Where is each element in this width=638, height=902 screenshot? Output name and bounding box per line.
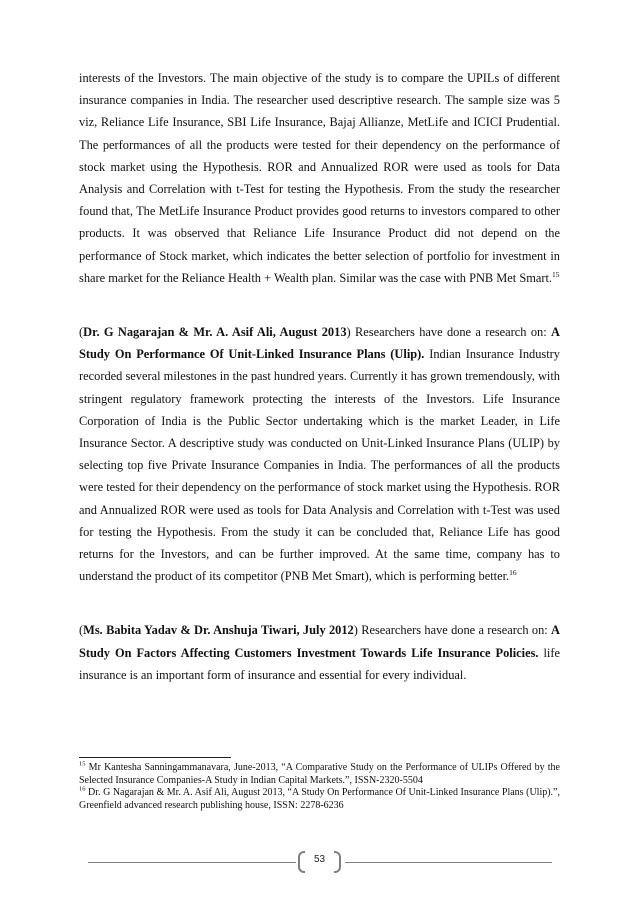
page-number-bracket-right: [334, 851, 341, 873]
footnote-number: 15: [79, 760, 86, 768]
footnote-text: Mr Kantesha Sanningammanavara, June-2013, “A Comparative Study on the Performance of ULIPs Offered by the Selected Insurance Companies-A Study in Indian Capital Markets.”, ISSN-2320-5504: [79, 762, 560, 786]
paragraph-1-text: interests of the Investors. The main objective of the study is to compare the UPILs of different insurance companies in India. The researcher used descriptive research. The sample size was 5 viz, Reliance Life Insurance, SBI Life Insurance, Bajaj Allianze, MetLife and ICICI Prudential. The performances of all the products were tested for their dependency on the performance of stock market using the Hypothesis. ROR and Annualized ROR were used as tools for Data Analysis and Correlation with t-Test for testing the Hypothesis. From the study the researcher found that, The MetLife Insurance Product provides good returns to investors compared to other products. It was observed that Reliance Life Insurance Product did not depend on the performance of Stock market, which indicates the better selection of portfolio for investment in share market for the Reliance Health + Wealth plan. Similar was the case with PNB Met Smart.: [79, 71, 560, 285]
footer-rule-left: [88, 862, 296, 863]
paragraph-2-body: Indian Insurance Industry recorded several milestones in the past hundred years. Currently it has grown tremendously, with stringent regulatory framework protecting the interests of the Investors. Life Insurance Corporation of India is the Public Sector undertaking which is the market Leader, in Life Insurance Sector. A descriptive study was conducted on Unit-Linked Insurance Plans (ULIP) by selecting top five Private Insurance Companies in India. The performances of all the products were tested for their dependency on the performance of stock market using the Hypothesis. ROR and Annualized ROR were used as tools for Data Analysis and Correlation with t-Test was used for testing the Hypothesis. From the study it can be concluded that, Reliance Life has good returns for the Investors, and can be further improved. At the same time, company has to understand the product of its competitor (PNB Met Smart), which is performing better.: [79, 347, 561, 584]
paragraph-3-open: (: [79, 623, 84, 638]
footnote-number: 16: [79, 785, 86, 793]
footnote-separator: [79, 757, 231, 758]
page-number: 53: [313, 854, 326, 865]
paragraph-spacer: [79, 289, 560, 321]
paragraph-3-authors: Ms. Babita Yadav & Dr. Anshuja Tiwari, July 2012: [83, 623, 354, 638]
body-text: [79, 67, 560, 686]
paragraph-2-open: (: [79, 325, 84, 340]
paragraph-2-authors: Dr. G Nagarajan & Mr. A. Asif Ali, August 2013: [83, 325, 347, 340]
paragraph-1: [79, 67, 560, 289]
page-number-bracket-left: [298, 851, 305, 873]
paragraph-2-intro: ) Researchers have done a research on:: [346, 325, 552, 340]
footnote-ref-16[interactable]: 16: [509, 568, 517, 578]
paragraph-2-study-title: A Study On Performance Of Unit-Linked Insurance Plans (Ulip).: [79, 325, 560, 362]
footnote-15: [79, 762, 560, 787]
paragraph-3-intro: ) Researchers have done a research on:: [353, 623, 552, 638]
paragraph-3-body: life insurance is an important form of insurance and essential for every individual.: [79, 645, 561, 682]
footnote-16: [79, 787, 560, 812]
paragraph-2: [79, 321, 560, 587]
footnotes: [79, 762, 560, 812]
paragraph-3-study-title: A Study On Factors Affecting Customers Investment Towards Life Insurance Policies.: [79, 623, 560, 660]
footer-rule-right: [345, 862, 552, 863]
footnote-text: Dr. G Nagarajan & Mr. A. Asif Ali, August 2013, “A Study On Performance Of Unit-Linked Insurance Plans (Ulip).”, Greenfield advanced research publishing house, ISSN: 2278-6236: [79, 787, 560, 811]
footnote-ref-15[interactable]: 15: [552, 269, 560, 279]
paragraph-spacer: [79, 587, 560, 619]
paragraph-3: [79, 619, 560, 686]
